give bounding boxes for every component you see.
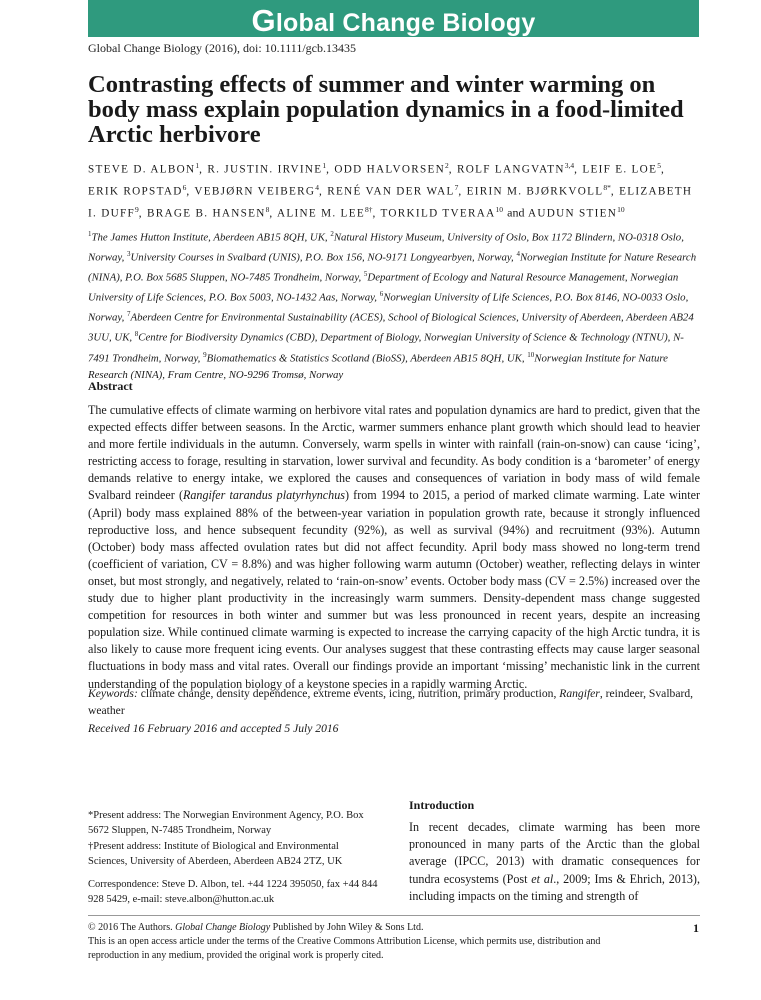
footnotes bbox=[88, 808, 378, 908]
author-affiliation-mark: 3,4 bbox=[564, 161, 575, 170]
author-affiliation-mark: 1 bbox=[322, 161, 327, 170]
affiliation-mark: 4 bbox=[516, 250, 520, 259]
introduction-heading: Introduction bbox=[409, 798, 475, 812]
affiliation-text: Norwegian Institute for Nature Research (NINA), P.O. Box 5685 Sluppen, NO-7485 Trondheim, Norway, bbox=[88, 251, 697, 284]
affiliation-text: The James Hutton Institute, Aberdeen AB15 8QH, UK, bbox=[91, 231, 331, 244]
copyright-line: © 2016 The Authors. Global Change Biology Published by John Wiley & Sons Ltd. bbox=[88, 922, 424, 933]
license-text: This is an open access article under the terms of the Creative Commons Attribution License, which permits use, distribution and reproduction in any medium, provided the original work is properly cited. bbox=[88, 936, 601, 961]
journal-logo-text: lobal Change Biology bbox=[275, 9, 536, 37]
author-list: STEVE D. ALBON$^1$, R. JUSTIN. IRVINE$^1$, ODD HALVORSEN$^2$, ROLF LANGVATN$^{3,4}$, LEIF E. LOE$^5$, ERIK ROPSTAD$^6$, VEBJØRN VEIBERG$^4$, RENÉ VAN DER WAL$^7$, EIRIN M. $BJØRKVOLL^{8*}$, ELIZABETH I. DUFF$^9$, BRAGE B. HANSEN$^8$, ALINE M. $LEE^{8\dagger}$, TORKILD TVERAA$^{10}$ and AUDUN STIEN$^{10}$ bbox=[88, 161, 693, 220]
affiliation-text: Aberdeen Centre for Environmental Sustainability (ACES), School of Biological Sciences, University of Aberdeen, Aberdeen AB24 3UU, UK, bbox=[88, 311, 694, 345]
present-address-footnotes bbox=[88, 808, 378, 869]
author-name: EIRIN M. BJØRKVOLL bbox=[466, 185, 604, 198]
author-name: LEIF E. LOE bbox=[582, 163, 658, 176]
author-affiliation-mark: 8 bbox=[265, 205, 270, 215]
author-affiliation-mark: 10 bbox=[617, 205, 625, 215]
affiliation-mark: 7 bbox=[127, 310, 131, 319]
footer-divider bbox=[88, 915, 700, 916]
affiliation-mark: 6 bbox=[379, 290, 384, 299]
present-address-2: †Present address: Institute of Biological and Environmental Sciences, University of Aberdeen, Aberdeen AB24 2TZ, UK bbox=[88, 840, 343, 867]
author-name: ALINE M. LEE bbox=[276, 207, 365, 220]
affiliation-text: Centre for Biodiversity Dynamics (CBD), Department of Biology, Norwegian University of Science & Technology (NTNU), N-7491 Trondheim, Norway, bbox=[88, 332, 684, 365]
affiliation-text: Natural History Museum, University of Oslo, Box 1172 Blindern, NO-0318 Oslo, Norway, bbox=[88, 231, 684, 264]
affiliations bbox=[88, 226, 700, 383]
license-footer bbox=[88, 921, 628, 963]
introduction-body: In recent decades, climate warming has been more pronounced in many parts of the Arctic than the global average (IPCC, 2013) with dramatic consequences for tundra ecosystems (Post et al., 2009; Ims & Ehrich, 2013), including impacts on the timing and strength of bbox=[409, 820, 700, 903]
affiliation-mark: 1 bbox=[88, 230, 92, 238]
author-name: VEBJØRN VEIBERG bbox=[194, 185, 316, 198]
affiliation-mark: 9 bbox=[203, 350, 207, 359]
abstract-body: The cumulative effects of climate warming on herbivore vital rates and population dynamics are hard to predict, given that the expected effects differ between seasons. In the Arctic, warmer summers enhance plant growth which should lead to heavier and more fertile individuals in the autumn. Conversely, warm spells in winter with rainfall (rain-on-snow) can cause ‘icing’, restricting access to forage, resulting in starvation, lower survival and fecundity. As body condition is a ‘barometer’ of energy demands relative to energy intake, we explored the causes and consequences of variation in body mass of wild female Svalbard reindeer (Rangifer tarandus platyrhynchus) from 1994 to 2015, a period of marked climate warming. Late winter (April) body mass explained 88% of the between-year variation in population growth rate, because it strongly influenced reproductive loss, and hence subsequent fecundity (92%), as well as survival (94%) and recruitment (93%). Autumn (October) body mass affected ovulation rates but did not affect fecundity. April body mass showed no long-term trend (coefficient of variation, CV = 8.8%) and was higher following warm autumn (October) weather, reflecting delays in winter onset, but most strongly, and negatively, related to ‘rain-on-snow’ events. October body mass (CV = 2.5%) increased over the study due to higher plant productivity in the increasingly warm summers. Density-dependent mass change suggested competition for resources in both winter and summer but was less pronounced in recent years, despite an increasing population size. While continued climate warming is expected to increase the carrying capacity of the high Arctic tundra, it is also likely to cause more frequent icing events. Our analyses suggest that these contrasting effects may cause larger seasonal fluctuations in body mass and vital rates. Overall our findings provide an important ‘missing’ mechanistic link in the current understanding of the population biology of a keystone species in a rapidly warming Arctic. bbox=[88, 403, 700, 691]
affiliation-text: Norwegian Institute for Nature Research (NINA), Fram Centre, NO-9296 Tromsø, Norway bbox=[88, 352, 668, 381]
present-address-1: *Present address: The Norwegian Environment Agency, P.O. Box 5672 Sluppen, N-7485 Trondheim, Norway bbox=[88, 810, 364, 837]
author-affiliation-mark: 6 bbox=[182, 183, 187, 193]
affiliation-mark: 3 bbox=[127, 250, 131, 259]
abstract-heading: Abstract bbox=[88, 379, 133, 393]
received-dates: Received 16 February 2016 and accepted 5 July 2016 bbox=[88, 722, 339, 735]
author-and: and bbox=[507, 205, 525, 220]
author-affiliation-mark: 8† bbox=[364, 205, 373, 215]
author-name: ROLF LANGVATN bbox=[456, 163, 565, 176]
author-affiliation-mark: 1 bbox=[195, 161, 200, 170]
author-affiliation-mark: 7 bbox=[454, 183, 459, 193]
author-affiliation-mark: 4 bbox=[315, 183, 319, 193]
author-name: R. JUSTIN. IRVINE bbox=[207, 163, 323, 176]
author-affiliation-mark: 2 bbox=[445, 161, 449, 170]
keywords-label: Keywords: bbox=[88, 687, 138, 700]
affiliation-text: University Courses in Svalbard (UNIS), P.O. Box 156, NO-9171 Longyearbyen, Norway, bbox=[130, 251, 517, 264]
author-affiliation-mark: 5 bbox=[657, 161, 661, 170]
journal-logo-initial: G bbox=[251, 3, 276, 38]
page-number: 1 bbox=[693, 921, 699, 935]
journal-logo bbox=[88, 3, 699, 39]
author-affiliation-mark: 8* bbox=[603, 183, 611, 193]
affiliation-mark: 8 bbox=[134, 330, 139, 339]
keywords: Keywords: climate change, density dependence, extreme events, icing, nutrition, primary production, Rangifer, reindeer, Svalbard, weather bbox=[88, 687, 694, 717]
citation-line: Global Change Biology (2016), doi: 10.1111/gcb.13435 bbox=[88, 41, 356, 55]
author-name: TORKILD TVERAA bbox=[380, 207, 496, 220]
affiliation-text: Biomathematics & Statistics Scotland (BioSS), Aberdeen AB15 8QH, UK, bbox=[206, 352, 528, 365]
author-affiliation-mark: 10 bbox=[495, 205, 504, 215]
author-name: AUDUN STIEN bbox=[527, 207, 618, 220]
author-name: ELIZABETH I. DUFF bbox=[88, 185, 693, 220]
affiliation-mark: 10 bbox=[527, 350, 535, 359]
affiliation-text: Department of Ecology and Natural Resource Management, Norwegian University of Life Sciences, P.O. Box 5003, NO-1432 Aas, Norway, bbox=[88, 271, 679, 304]
author-name: ODD HALVORSEN bbox=[334, 163, 446, 176]
author-name: STEVE D. ALBON bbox=[88, 163, 196, 176]
author-name: ERIK ROPSTAD bbox=[88, 185, 183, 198]
author-affiliation-mark: 9 bbox=[135, 205, 139, 215]
affiliation-mark: 2 bbox=[330, 230, 334, 238]
affiliation-text: Norwegian University of Life Sciences, P.O. Box 8146, NO-0033 Oslo, Norway, bbox=[88, 291, 689, 324]
species-name: Rangifer tarandus platyrhynchus bbox=[182, 488, 345, 503]
affiliation-mark: 5 bbox=[363, 270, 368, 279]
correspondence: Correspondence: Steve D. Albon, tel. +44 1224 395050, fax +44 844 928 5429, e-mail: steve.albon@hutton.ac.uk bbox=[88, 879, 378, 906]
article-title: Contrasting effects of summer and winter warming on body mass explain population dynamics in a food-limited Arctic herbivore bbox=[88, 71, 684, 148]
author-name: BRAGE B. HANSEN bbox=[146, 207, 266, 220]
author-name: RENÉ VAN DER WAL bbox=[327, 185, 455, 198]
